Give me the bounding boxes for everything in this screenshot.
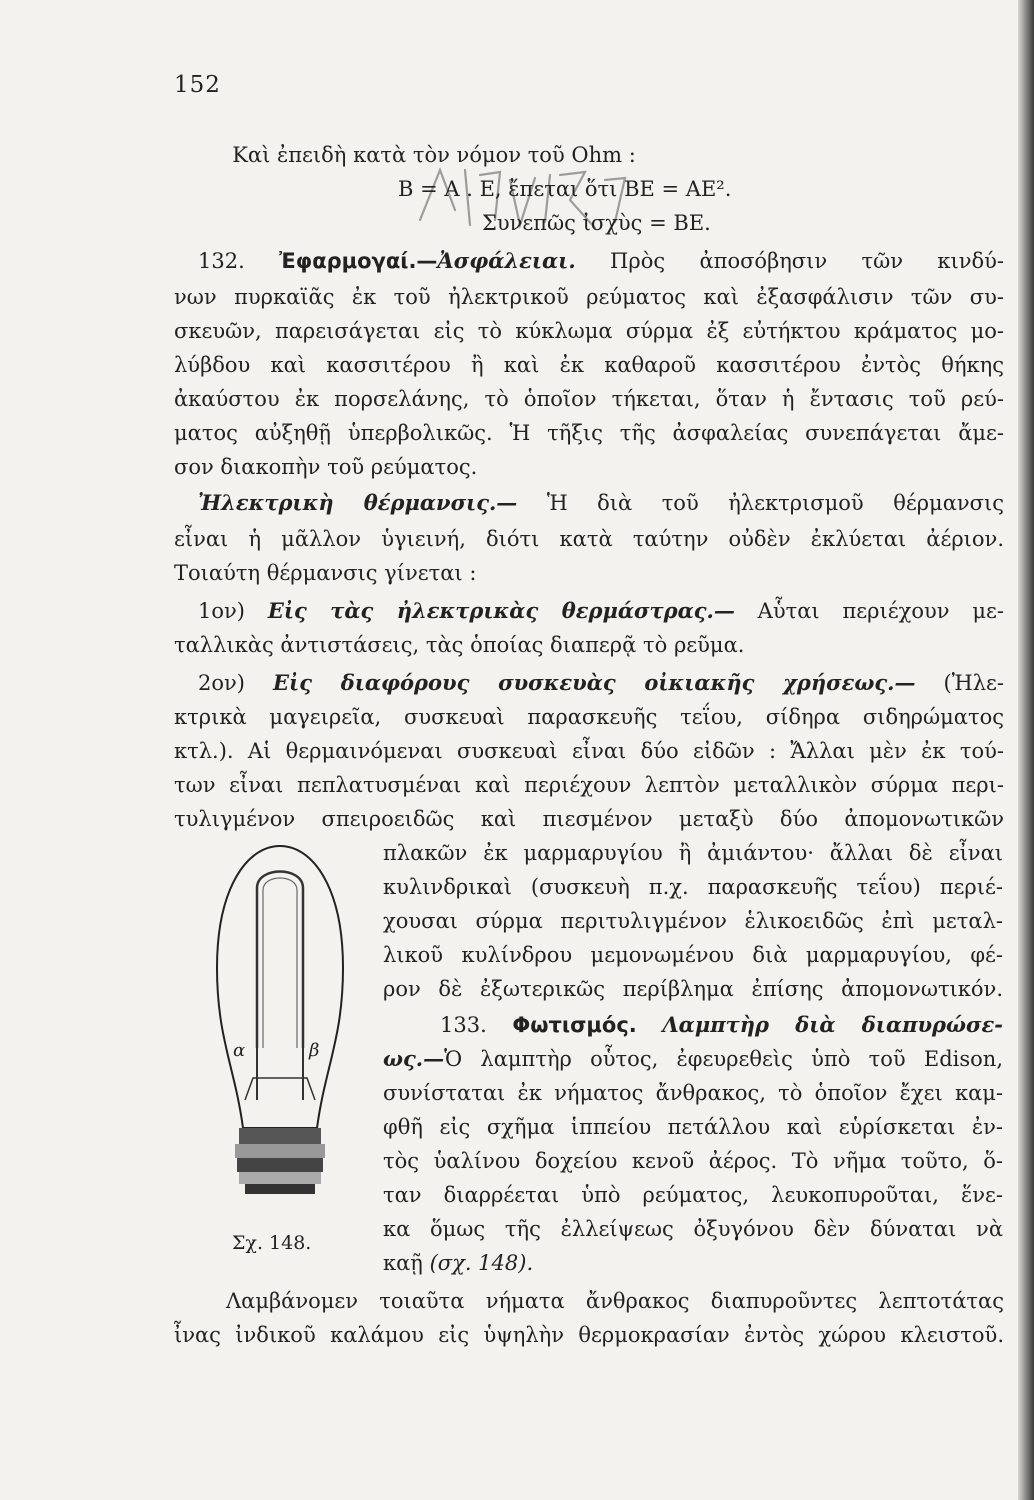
list-item-2 (198, 666, 1004, 700)
text-line: των εἶναι πεπλατυσμέναι καὶ περιέχουν λεπτὸν μεταλλικὸν σύρμα περι- (174, 773, 1004, 797)
light-bulb-figure (195, 838, 365, 1218)
text-span: Ἡ διὰ τοῦ ἠλεκτρισμοῦ θέρμανσις (546, 491, 1004, 515)
list-number: 1ον) (198, 599, 245, 623)
text-line (383, 1246, 1003, 1280)
text-span: Πρὸς ἀποσόβησιν τῶν κινδύ- (610, 249, 1004, 273)
text-line: τὸς ὑαλίνου δοχείου κενοῦ ἀέρος. Τὸ νῆμα τοῦτο, ὅ- (383, 1149, 1003, 1173)
subsection-title: Ἀσφάλειαι. (437, 248, 576, 273)
subsection-title-cont: ως.— (383, 1046, 445, 1071)
list-title: Εἰς τὰς ἠλεκτρικὰς θερμάστρας.— (267, 598, 735, 623)
page-number: 152 (174, 72, 221, 98)
heading-electric-heating (198, 486, 1004, 520)
text-span: (Ἠλε- (943, 671, 1004, 695)
text-line: νων πυρκαϊᾶς ἐκ τοῦ ἠλεκτρικοῦ ρεύματος καὶ ἐξασφάλισιν τῶν συ- (174, 285, 1004, 309)
text-span: Αὗται περιέχουν με- (757, 599, 1004, 623)
section-title: Ἐφαρμογαί.— (279, 249, 438, 273)
figure-reference: (σχ. 148). (429, 1251, 534, 1275)
list-title: Εἰς διαφόρους συσκευὰς οἰκιακῆς χρήσεως.— (273, 670, 916, 695)
text-span: καῇ (383, 1251, 423, 1275)
text-line: ἀκαύστου ἐκ πορσελάνης, τὸ ὁποῖον τήκεται, ὅταν ἡ ἔντασις τοῦ ρεύ- (174, 387, 1004, 411)
text-line: κα ὅμως τῆς ἐλλείψεως ὀξυγόνου δὲν δύναται νὰ (383, 1217, 1003, 1241)
section-title: Φωτισμός. (512, 1013, 637, 1037)
text-line: κυλινδρικαὶ (συσκευὴ π.χ. παρασκευῆς τεΐου) περιέ- (383, 875, 1003, 899)
text-line (383, 1042, 1003, 1076)
text-line: ρον δὲ ἐξωτερικῶς περίβλημα ἐπίσης ἀπομονωτικόν. (383, 977, 1003, 1001)
figure-label-a: α (233, 1040, 246, 1061)
text-line: λύβδου καὶ κασσιτέρου ἢ καὶ ἐκ καθαροῦ κασσιτέρου ἐντὸς θήκης (174, 353, 1004, 377)
section-number: 133. (440, 1013, 487, 1037)
text-line: Λαμβάνομεν τοιαῦτα νήματα ἄνθρακος διαπυροῦντες λεπτοτάτας (226, 1289, 1004, 1313)
text-line: φθῆ εἰς σχῆμα ἱππείου πετάλλου καὶ εὑρίσκεται ἐν- (383, 1115, 1003, 1139)
figure-label-b: β (309, 1040, 320, 1061)
subsection-title: Ἠλεκτρικὴ θέρμανσις.— (198, 490, 518, 515)
text-line: σκευῶν, παρεισάγεται εἰς τὸ κύκλωμα σύρμα ἐξ εὐτήκτου κράματος μο- (174, 319, 1004, 343)
text-line: εἶναι ἡ μᾶλλον ὑγιεινή, διότι κατὰ ταύτην οὐδὲν ἐκλύεται ἀέριον. (174, 527, 1004, 551)
figure-caption: Σχ. 148. (232, 1232, 312, 1254)
text-line: ματος αὐξηθῇ ὑπερβολικῶς. Ἡ τῆξις τῆς ἀσφαλείας συνεπάγεται ἄμε- (174, 421, 1004, 445)
text-span: Ὁ λαμπτὴρ οὗτος, ἐφευρεθεὶς ὑπὸ τοῦ Edison, (444, 1047, 1003, 1071)
text-line: Τοιαύτη θέρμανσις γίνεται : (174, 561, 477, 585)
formula-line: Συνεπῶς ἰσχὺς = ΒΕ. (482, 211, 711, 235)
formula-line: Β = Α . Ε, ἔπεται ὅτι ΒΕ = ΑΕ². (398, 177, 732, 201)
text-line: ἶνας ἰνδικοῦ καλάμου εἰς ὑψηλὴν θερμοκρασίαν ἐντὸς χώρου κλειστοῦ. (174, 1323, 1004, 1347)
text-line: κτλ.). Αἱ θερμαινόμεναι συσκευαὶ εἶναι δύο εἰδῶν : Ἄλλαι μὲν ἐκ τού- (174, 739, 1004, 763)
text-line: λικοῦ κυλίνδρου μεμονωμένου διὰ μαρμαρυγίου, φέ- (383, 943, 1003, 967)
section-number: 132. (198, 249, 245, 273)
text-line: πλακῶν ἐκ μαρμαρυγίου ἢ ἀμιάντου· ἄλλαι δὲ εἶναι (383, 841, 1003, 865)
text-line: κτρικὰ μαγειρεῖα, συσκευαὶ παρασκευῆς τεΐου, σίδηρα σιδηρώματος (174, 705, 1004, 729)
text-line: χουσαι σύρμα περιτυλιγμένον ἑλικοειδῶς ἐπὶ μεταλ- (383, 909, 1003, 933)
list-item-1 (198, 594, 1004, 628)
list-number: 2ον) (198, 671, 245, 695)
text-line: τυλιγμένον σπειροειδῶς καὶ πιεσμένον μεταξὺ δύο ἀπομονωτικῶν (174, 807, 1004, 831)
text-line: σον διακοπὴν τοῦ ρεύματος. (174, 455, 478, 479)
text-line: συνίσταται ἐκ νήματος ἄνθρακος, τὸ ὁποῖον ἔχει καμ- (383, 1081, 1003, 1105)
page-edge-shadow (1018, 0, 1034, 1500)
text-line: Καὶ ἐπειδὴ κατὰ τὸν νόμον τοῦ Ohm : (232, 143, 636, 167)
section-heading-133 (440, 1008, 1003, 1042)
text-line: ταν διαρρέεται ὑπὸ ρεύματος, λευκοπυροῦται, ἕνε- (383, 1183, 1003, 1207)
text-line: ταλλικὰς ἀντιστάσεις, τὰς ὁποίας διαπερᾷ τὸ ρεῦμα. (174, 633, 745, 657)
section-heading-132 (198, 244, 1004, 278)
subsection-title: Λαμπτὴρ διὰ διαπυρώσε- (662, 1012, 1003, 1037)
